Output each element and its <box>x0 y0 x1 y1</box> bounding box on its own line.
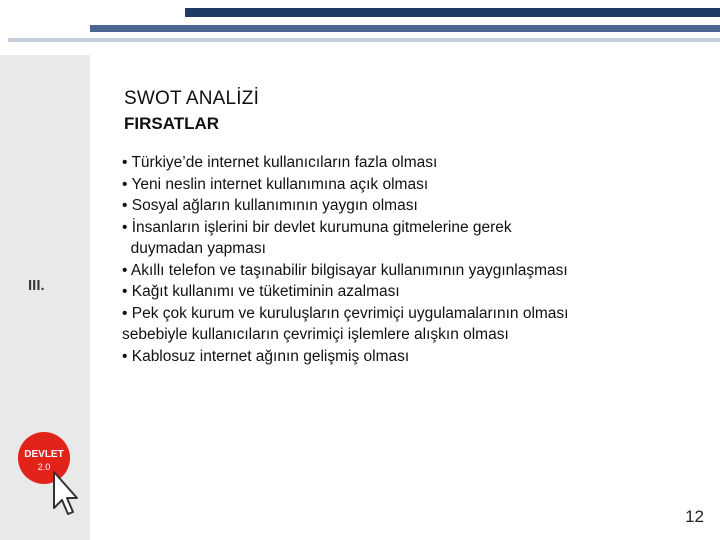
slide-title: SWOT ANALİZİ <box>124 88 260 109</box>
list-item: duymadan yapması <box>122 240 266 257</box>
bullet-list <box>122 152 702 367</box>
header-bar-light <box>8 38 720 42</box>
slide-subtitle: FIRSATLAR <box>124 114 220 133</box>
page-number: 12 <box>685 507 704 526</box>
list-item: • Kablosuz internet ağının gelişmiş olması <box>122 347 410 365</box>
list-item: • Kağıt kullanımı ve tüketiminin azalması <box>122 283 400 300</box>
logo-text-line1: DEVLET <box>24 449 64 460</box>
list-item: • İnsanların işlerini bir devlet kurumuna gitmelerine gerek <box>122 218 512 236</box>
list-item: sebebiyle kullanıcıların çevrimiçi işlemlere alışkın olması <box>122 326 509 343</box>
list-item: • Yeni neslin internet kullanımına açık olması <box>122 175 429 193</box>
list-item: • Akıllı telefon ve taşınabilir bilgisayar kullanımının yaygınlaşması <box>122 261 568 279</box>
list-item: • Türkiye’de internet kullanıcıların fazla olması <box>122 154 438 171</box>
header-bar-mid <box>90 25 720 32</box>
header-bar-dark <box>185 8 720 17</box>
section-number: III. <box>28 277 45 294</box>
list-item: • Sosyal ağların kullanımının yaygın olması <box>122 197 418 214</box>
cursor-arrow-icon <box>54 472 77 514</box>
devlet-logo <box>14 430 78 520</box>
list-item: • Pek çok kurum ve kuruluşların çevrimiçi uygulamalarının olması <box>122 304 569 322</box>
logo-text-line2: 2.0 <box>37 462 51 472</box>
